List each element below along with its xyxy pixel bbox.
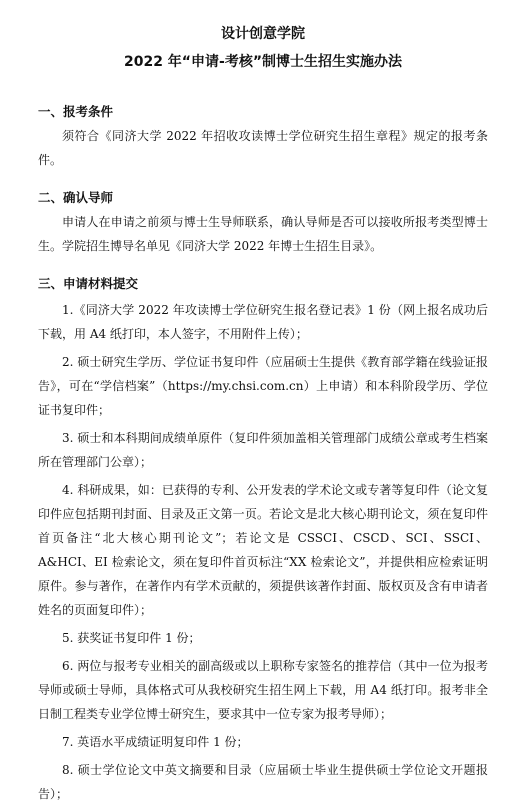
list-item: 8. 硕士学位论文中英文摘要和目录（应届硕士毕业生提供硕士学位论文开题报告）； <box>38 763 488 801</box>
list-item: 7. 英语水平成绩证明复印件 1 份； <box>62 735 249 749</box>
section-supervisor <box>38 186 488 258</box>
section-paragraph: 申请人在申请之前须与博士生导师联系，确认导师是否可以接收所报考类型博士生。学院招生博导名单见《同济大学 2022 年博士生招生目录》。 <box>38 215 488 253</box>
list-item: 6. 两位与报考专业相关的副高级或以上职称专家签名的推荐信（其中一位为报考导师或硕士导师，具体格式可从我校研究生招生网上下载，用 A4 纸打印。报考非全日制工程类专业学位博士研究生，要求其中一位专家为报考导师）； <box>38 659 488 721</box>
list-item: 4. 科研成果，如：已获得的专利、公开发表的学术论文或专著等复印件（论文复印件应包括期刊封面、目录及正文第一页。若论文是北大核心期刊论文，须在复印件首页备注“北大核心期刊论文”；若论文是 CSSCI、CSCD、SCI、SSCI、A&HCI、EI 检索论文，须在复印件首页标注“XX 检索论文”，并提供相应检索证明原件。参与著作，在著作内有学术贡献的，须提供该著作封面、版权页及含有申请者姓名的页面复印件）； <box>38 483 488 617</box>
list-item: 2. 硕士研究生学历、学位证书复印件（应届硕士生提供《教育部学籍在线验证报告》，可在“学信档案”（https://my.chsi.com.cn）上申请）和本科阶段学历、学位证书复印件； <box>38 355 488 417</box>
section-eligibility <box>38 100 488 172</box>
document-subtitle: 2022 年“申请-考核”制博士生招生实施办法 <box>123 54 403 70</box>
list-item: 5. 获奖证书复印件 1 份； <box>62 631 201 645</box>
section-spacer <box>38 258 488 272</box>
list-item: 1.《同济大学 2022 年攻读博士学位研究生报名登记表》1 份（网上报名成功后下载，用 A4 纸打印，本人签字，不用附件上传）； <box>38 303 488 341</box>
section-materials <box>38 272 488 806</box>
section-spacer <box>38 172 488 186</box>
section-heading: 三、申请材料提交 <box>38 276 139 291</box>
section-heading: 二、确认导师 <box>38 190 114 205</box>
section-paragraph: 须符合《同济大学 2022 年招收攻读博士学位研究生招生章程》规定的报考条件。 <box>38 129 488 167</box>
document-title: 设计创意学院 <box>221 26 305 42</box>
section-heading: 一、报考条件 <box>38 104 114 119</box>
list-item: 3. 硕士和本科期间成绩单原件（复印件须加盖相关管理部门成绩公章或考生档案所在管理部门公章）； <box>38 431 488 469</box>
materials-list <box>38 298 488 806</box>
